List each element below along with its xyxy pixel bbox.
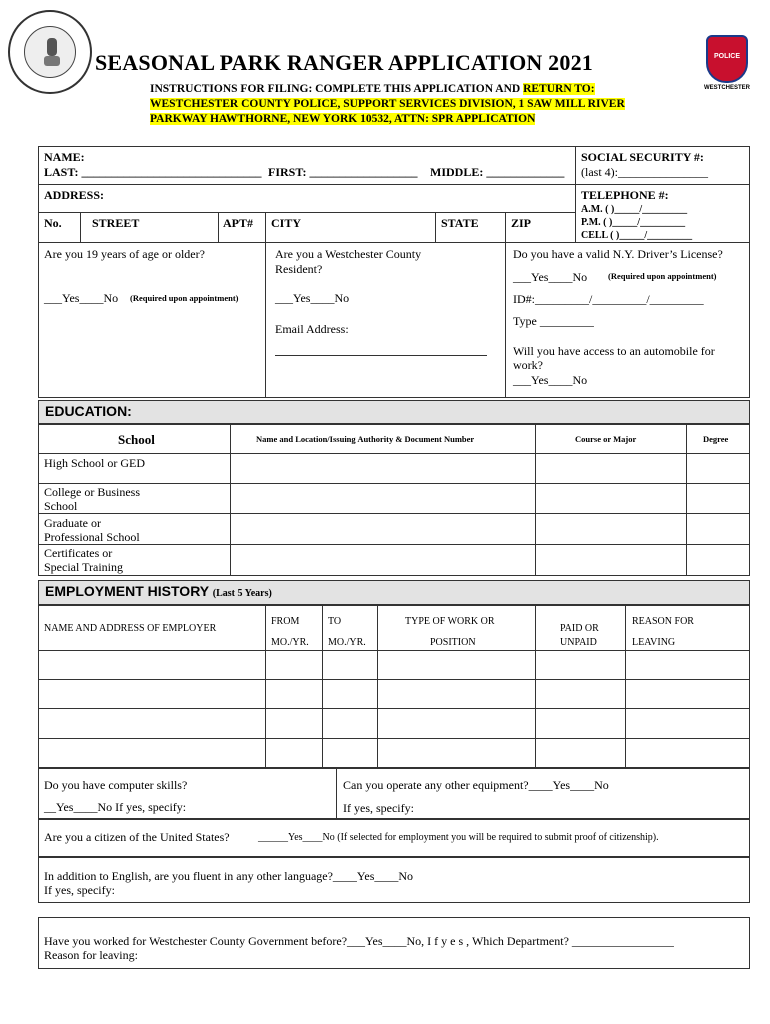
phone-cell-field[interactable]: CELL ( )_____/_________: [581, 230, 693, 241]
age-question: Are you 19 years of age or older?: [44, 247, 205, 261]
auto-question-2: work?: [513, 358, 543, 372]
instr-line2: WESTCHESTER COUNTY POLICE, SUPPORT SERVICES DIVISION, 1 SAW MILL RIVER: [150, 98, 625, 110]
police-badge-logo: [700, 25, 754, 95]
edu-row-college-2: School: [44, 499, 78, 513]
address-no-field[interactable]: No.: [44, 216, 62, 230]
ssn-label: SOCIAL SECURITY #:: [581, 150, 704, 164]
county-seal-logo: [8, 10, 92, 94]
col-reason: REASON FOR: [632, 616, 694, 627]
email-field[interactable]: [275, 355, 487, 356]
license-type-field[interactable]: Type _________: [513, 314, 594, 328]
resident-answer[interactable]: ___Yes____No: [275, 291, 350, 305]
instr-line1b: RETURN TO:: [523, 83, 595, 95]
email-label: Email Address:: [275, 322, 349, 336]
age-note: (Required upon appointment): [130, 293, 239, 303]
seal-figure-icon: [47, 38, 57, 56]
employment-heading-sub: (Last 5 Years): [212, 588, 272, 599]
ssn-field[interactable]: (last 4):_______________: [581, 165, 708, 179]
col-from: FROM: [271, 616, 300, 627]
address-label: ADDRESS:: [44, 188, 105, 202]
edu-row-graduate-2: Professional School: [44, 530, 140, 544]
phone-am-field[interactable]: A.M. ( )_____/_________: [581, 204, 688, 215]
col-employer: NAME AND ADDRESS OF EMPLOYER: [44, 623, 217, 634]
col-degree: Degree: [703, 434, 729, 444]
employment-heading-text: EMPLOYMENT HISTORY: [45, 583, 209, 599]
page-title: SEASONAL PARK RANGER APPLICATION 2021: [95, 50, 593, 75]
equipment-question[interactable]: Can you operate any other equipment?____Yes____No: [343, 778, 609, 792]
col-course: Course or Major: [575, 434, 637, 444]
edu-row-college-1: College or Business: [44, 485, 140, 499]
col-school: School: [118, 432, 155, 447]
resident-question-1: Are you a Westchester County: [275, 247, 422, 261]
col-name-location: Name and Location/Issuing Authority & Document Number: [256, 434, 475, 444]
edu-row-cert-1: Certificates or: [44, 546, 113, 560]
license-question: Do you have a valid N.Y. Driver’s License?: [513, 247, 723, 261]
badge-text: POLICE: [713, 53, 741, 60]
phone-pm-field[interactable]: P.M. ( )_____/_________: [581, 217, 686, 228]
auto-answer[interactable]: ___Yes____No: [513, 373, 588, 387]
seal-base-icon: [44, 56, 60, 66]
col-reason-2: LEAVING: [632, 637, 676, 648]
address-city-field[interactable]: CITY: [271, 216, 302, 230]
col-to-2: MO./YR.: [328, 637, 366, 648]
employment-heading: [38, 580, 750, 605]
edu-row-cert-2: Special Training: [44, 560, 124, 574]
resident-question-2: Resident?: [275, 262, 323, 276]
auto-question-1: Will you have access to an automobile for: [513, 344, 715, 358]
middle-name-field[interactable]: MIDDLE: _____________: [430, 165, 565, 179]
filing-instructions: [150, 82, 690, 127]
county-employment-reason[interactable]: Reason for leaving:: [44, 948, 138, 962]
col-from-2: MO./YR.: [271, 637, 309, 648]
license-id-field[interactable]: ID#:_________/_________/_________: [513, 292, 704, 306]
license-note: (Required upon appointment): [608, 271, 717, 281]
col-to: TO: [328, 616, 342, 627]
education-heading: EDUCATION:: [38, 400, 750, 424]
address-apt-field[interactable]: APT#: [223, 216, 253, 230]
instr-line3: PARKWAY HAWTHORNE, NEW YORK 10532, ATTN: SPR APPLICATION: [150, 113, 536, 125]
address-zip-field[interactable]: ZIP: [511, 216, 532, 230]
name-label: NAME:: [44, 150, 85, 164]
police-shield-icon: [706, 35, 748, 83]
col-paid: PAID OR: [560, 623, 599, 634]
instr-line1a: INSTRUCTIONS FOR FILING: COMPLETE THIS APPLICATION AND: [150, 83, 524, 95]
computer-answer[interactable]: __Yes____No If yes, specify:: [44, 800, 187, 814]
citizen-answer[interactable]: ______Yes____No (If selected for employment you will be required to submit proof of citizenship).: [258, 832, 659, 843]
address-street-field[interactable]: STREET: [92, 216, 140, 230]
age-answer[interactable]: ___Yes____No: [44, 291, 119, 305]
address-state-field[interactable]: STATE: [441, 216, 479, 230]
language-question[interactable]: In addition to English, are you fluent in any other language?____Yes____No: [44, 869, 414, 883]
telephone-label: TELEPHONE #:: [581, 188, 669, 202]
license-answer[interactable]: ___Yes____No: [513, 270, 588, 284]
edu-row-graduate-1: Graduate or: [44, 516, 101, 530]
language-answer[interactable]: If yes, specify:: [44, 883, 115, 897]
citizen-question: Are you a citizen of the United States?: [44, 830, 230, 844]
computer-question: Do you have computer skills?: [44, 778, 188, 792]
equipment-answer[interactable]: If yes, specify:: [343, 801, 414, 815]
first-name-field[interactable]: FIRST: __________________: [268, 165, 418, 179]
col-paid-2: UNPAID: [560, 637, 597, 648]
edu-row-highschool: High School or GED: [44, 456, 145, 470]
col-type: TYPE OF WORK OR: [405, 616, 495, 627]
col-type-2: POSITION: [430, 637, 476, 648]
county-employment-question[interactable]: Have you worked for Westchester County Government before?___Yes____No, I f y e s , Which Department? _________________: [44, 934, 674, 948]
badge-caption: WESTCHESTER: [703, 85, 750, 91]
last-name-field[interactable]: LAST: ______________________________: [44, 165, 262, 179]
